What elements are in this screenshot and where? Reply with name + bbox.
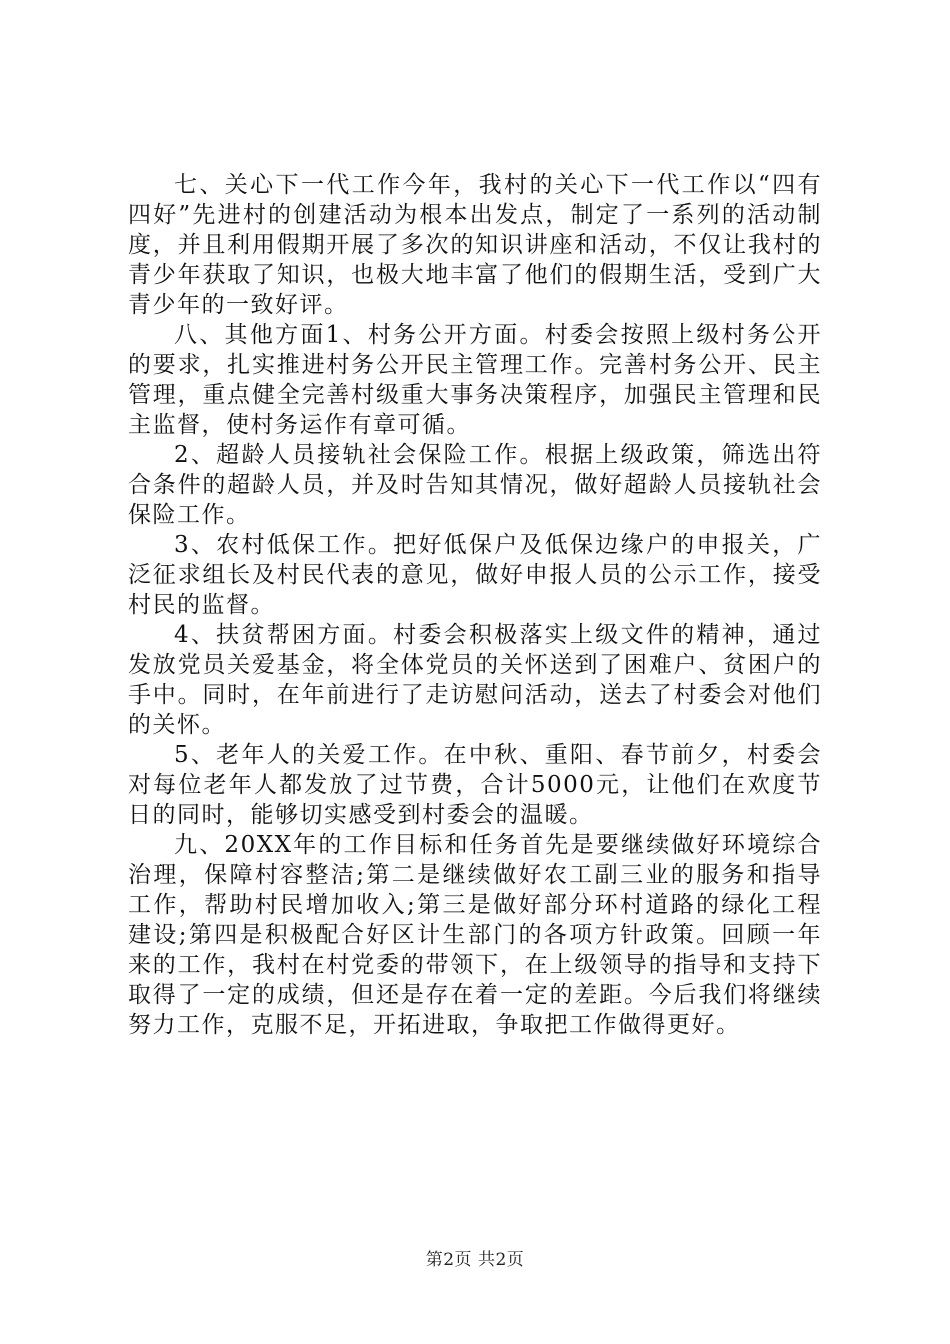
page-number-footer: 第2页 共2页 <box>425 1250 525 1270</box>
paragraph-elderly-care: 5、老年人的关爱工作。在中秋、重阳、春节前夕，村委会对每位老年人都发放了过节费，合计5000元，让他们在欢度节日的同时，能够切实感受到村委会的温暖。 <box>128 742 822 828</box>
paragraph-social-insurance: 2、超龄人员接轨社会保险工作。根据上级政策，筛选出符合条件的超龄人员，并及时告知其情况，做好超龄人员接轨社会保险工作。 <box>128 442 822 528</box>
paragraph-poverty-relief: 4、扶贫帮困方面。村委会积极落实上级文件的精神，通过发放党员关爱基金，将全体党员的关怀送到了困难户、贫困户的手中。同时，在年前进行了走访慰问活动，送去了村委会对他们的关怀。 <box>128 622 822 738</box>
paragraph-care-next-generation: 七、关心下一代工作今年，我村的关心下一代工作以“四有四好”先进村的创建活动为根本出发点，制定了一系列的活动制度，并且利用假期开展了多次的知识讲座和活动，不仅让我村的青少年获取了知识，也极大地丰富了他们的假期生活，受到广大青少年的一致好评。 <box>128 172 822 318</box>
document-body <box>128 170 822 1040</box>
paragraph-village-affairs-open: 八、其他方面1、村务公开方面。村委会按照上级村务公开的要求，扎实推进村务公开民主管理工作。完善村务公开、民主管理，重点健全完善村级重大事务决策程序，加强民主管理和民主监督，使村务运作有章可循。 <box>128 322 822 438</box>
paragraph-work-goals: 九、20XX年的工作目标和任务首先是要继续做好环境综合治理，保障村容整洁;第二是继续做好农工副三业的服务和指导工作，帮助村民增加收入;第三是做好部分环村道路的绿化工程建设;第四是积极配合好区计生部门的各项方针政策。回顾一年来的工作，我村在村党委的带领下，在上级领导的指导和支持下取得了一定的成绩，但还是存在着一定的差距。今后我们将继续努力工作，克服不足，开拓进取，争取把工作做得更好。 <box>128 832 822 1038</box>
paragraph-minimum-living: 3、农村低保工作。把好低保户及低保边缘户的申报关，广泛征求组长及村民代表的意见，做好申报人员的公示工作，接受村民的监督。 <box>128 532 822 618</box>
